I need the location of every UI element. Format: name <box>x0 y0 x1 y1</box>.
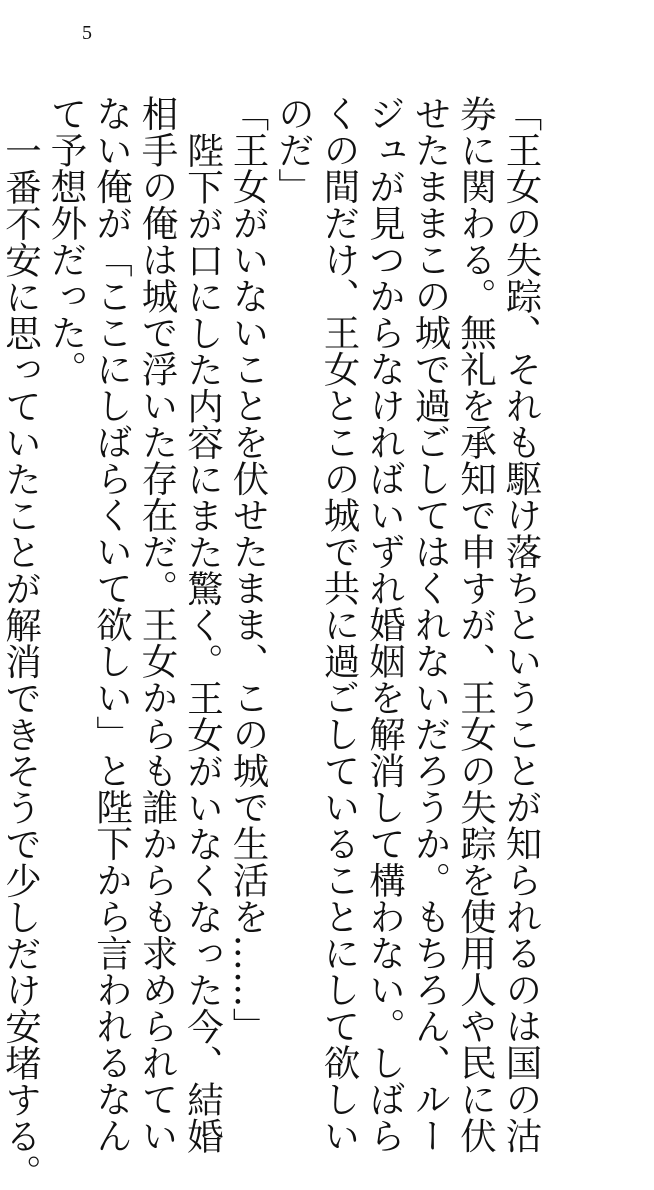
text-line: 券に関わる。無礼を承知で申すが、王女の失踪を使用人や民に伏 <box>454 95 498 1154</box>
text-line: せたままこの城で過ごしてはくれないだろうか。もちろん、ルー <box>409 95 452 1154</box>
page-number: 5 <box>82 22 92 44</box>
text-line: 一番不安に思っていたことが解消できそうで少しだけ安堵する。 <box>0 131 43 1190</box>
text-line: 「王女がいないことを伏せたまま、この城で生活を……」 <box>227 95 270 1044</box>
text-line: 相手の俺は城で浮いた存在だ。王女からも誰からも求められてい <box>136 95 179 1154</box>
text-line: のだ」 <box>272 95 316 205</box>
text-line: ジュが見つからなければいずれ婚姻を解消して構わない。しばら <box>363 95 407 1154</box>
text-line: て予想外だった。 <box>45 95 88 387</box>
text-line: 「王女の失踪、それも駆け落ちということが知られるのは国の沽 <box>500 95 543 1154</box>
text-line: 陛下が口にした内容にまた驚く。王女がいなくなった今、結婚 <box>181 131 225 1154</box>
text-line: ない俺が「ここにしばらくいて欲しい」と陛下から言われるなん <box>90 95 134 1154</box>
text-line: くの間だけ、王女とこの城で共に過ごしていることにして欲しい <box>318 95 361 1154</box>
vertical-text-body <box>0 95 544 1190</box>
